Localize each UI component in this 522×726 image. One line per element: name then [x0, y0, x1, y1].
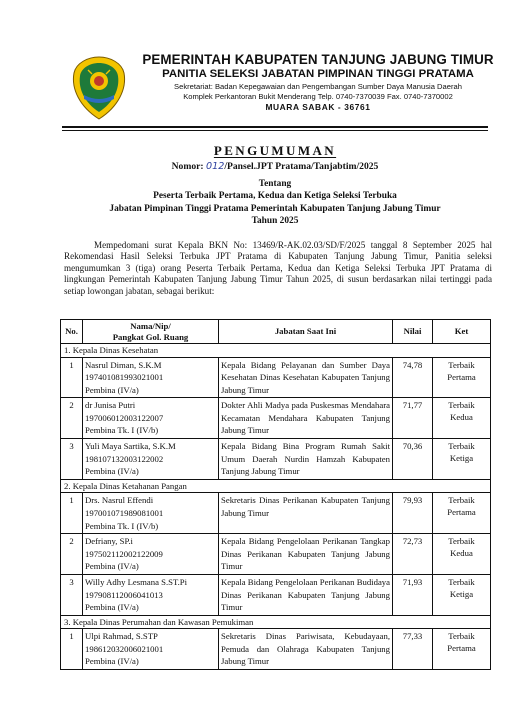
- cell-name: Willy Adhy Lesmana S.ST.Pi: [85, 576, 188, 587]
- cell-ket: [433, 357, 491, 398]
- subject-line-3: Tahun 2025: [251, 215, 299, 226]
- table-row: [61, 439, 491, 480]
- subject-line-1: Peserta Terbaik Pertama, Kedua dan Ketiga Seleksi Terbuka: [153, 191, 397, 202]
- subject-line-2: Jabatan Pimpinan Tinggi Pratama Pemerintah Kabupaten Tanjung Jabung Timur: [109, 203, 441, 214]
- cell-jabatan: Kepala Bidang Bina Program Rumah Sakit Umum Daerah Nurdin Hamzah Kabupaten Tanjung Jabung Timur: [219, 439, 393, 480]
- ket-line-1: Terbaik: [448, 576, 475, 587]
- header-ket: Ket: [433, 320, 491, 344]
- ket-line-1: Terbaik: [448, 631, 475, 642]
- ket-line-2: Pertama: [447, 507, 476, 518]
- cell-nama: [83, 534, 219, 575]
- cell-jabatan: Kepala Bidang Pengelolaan Perikanan Tangkap Dinas Perikanan Kabupaten Tanjung Jabung Timur: [219, 534, 393, 575]
- cell-nama: [83, 357, 219, 398]
- letterhead-committee: PANITIA SELEKSI JABATAN PIMPINAN TINGGI PRATAMA: [162, 68, 474, 80]
- section-title: 1. Kepala Dinas Kesehatan: [61, 344, 491, 358]
- table-row: [61, 534, 491, 575]
- cell-name: Drs. Nasrul Effendi: [85, 495, 154, 506]
- cell-nama: [83, 439, 219, 480]
- cell-nilai: 70,36: [393, 439, 433, 480]
- announcement-title: PENGUMUMAN: [213, 143, 337, 158]
- letterhead-rule-thick: [62, 126, 488, 128]
- ket-line-2: Pertama: [447, 643, 476, 654]
- letterhead-address: Komplek Perkantoran Bukit Menderang Telp. 0740-7370039 Fax. 0740-7370002: [183, 92, 453, 101]
- cell-no: 1: [61, 357, 83, 398]
- cell-ket: [433, 574, 491, 615]
- cell-nilai: 79,93: [393, 493, 433, 534]
- cell-no: 2: [61, 398, 83, 439]
- cell-nama: [83, 493, 219, 534]
- table-body: [61, 344, 491, 670]
- cell-pangkat: Pembina Tk. I (IV/b): [85, 520, 159, 531]
- cell-nip: 197502112002122009: [85, 548, 163, 559]
- cell-nama: [83, 574, 219, 615]
- cell-no: 3: [61, 439, 83, 480]
- ket-line-1: Terbaik: [448, 536, 475, 547]
- cell-nilai: 77,33: [393, 629, 433, 670]
- cell-ket: [433, 398, 491, 439]
- section-title: 3. Kepala Dinas Perumahan dan Kawasan Pemukiman: [61, 615, 491, 629]
- cell-nama: [83, 398, 219, 439]
- cell-nama: [83, 629, 219, 670]
- cell-name: Nasrul Diman, S.K.M: [85, 359, 162, 370]
- ket-line-1: Terbaik: [448, 495, 475, 506]
- section-row: [61, 615, 491, 629]
- letterhead-government: PEMERINTAH KABUPATEN TANJUNG JABUNG TIMUR: [142, 52, 494, 67]
- cell-nilai: 71,93: [393, 574, 433, 615]
- ket-line-2: Pertama: [447, 371, 476, 382]
- cell-no: 2: [61, 534, 83, 575]
- section-title: 2. Kepala Dinas Ketahanan Pangan: [61, 479, 491, 493]
- header-nama: Nama/Nip/ Pangkat Gol. Ruang: [83, 320, 219, 344]
- section-row: [61, 479, 491, 493]
- results-table: [60, 319, 491, 670]
- cell-nip: 197908112006041013: [85, 589, 163, 600]
- cell-pangkat: Pembina (IV/a): [85, 466, 139, 477]
- ket-line-1: Terbaik: [448, 441, 475, 452]
- handwritten-number: 012: [206, 161, 225, 172]
- cell-pangkat: Pembina (IV/a): [85, 384, 139, 395]
- table-row: [61, 493, 491, 534]
- cell-pangkat: Pembina (IV/a): [85, 561, 139, 572]
- cell-no: 1: [61, 493, 83, 534]
- cell-nilai: 71,77: [393, 398, 433, 439]
- ket-line-2: Ketiga: [449, 588, 474, 599]
- cell-nip: 197401081993021001: [85, 372, 164, 383]
- cell-pangkat: Pembina (IV/a): [85, 656, 139, 667]
- cell-ket: [433, 493, 491, 534]
- cell-no: 1: [61, 629, 83, 670]
- cell-name: dr Junisa Putri: [85, 400, 136, 411]
- cell-nilai: 72,73: [393, 534, 433, 575]
- cell-jabatan: Sekretaris Dinas Perikanan Kabupaten Tanjung Jabung Timur: [219, 493, 393, 534]
- cell-pangkat: Pembina Tk. I (IV/b): [85, 425, 159, 436]
- cell-nip: 197001071989081001: [85, 507, 164, 518]
- cell-nip: 197006012003122007: [85, 412, 164, 423]
- table-row: [61, 398, 491, 439]
- ket-line-1: Terbaik: [448, 359, 475, 370]
- cell-ket: [433, 439, 491, 480]
- letterhead: [132, 52, 504, 113]
- cell-jabatan: Dokter Ahli Madya pada Puskesmas Mendahara Kecamatan Mendahara Kabupaten Tanjung Jabung Timur: [219, 398, 393, 439]
- table-row: [61, 574, 491, 615]
- cell-jabatan: Sekretaris Dinas Pariwisata, Kebudayaan, Pemuda dan Olahraga Kabupaten Tanjung Jabung Timur: [219, 629, 393, 670]
- section-row: [61, 344, 491, 358]
- letterhead-secretariat: Sekretariat: Badan Kepegawaian dan Pengembangan Sumber Daya Manusia Daerah: [174, 82, 462, 91]
- regency-emblem-icon: [70, 55, 128, 121]
- cell-pangkat: Pembina (IV/a): [85, 602, 139, 613]
- cell-name: Ulpi Rahmad, S.STP: [85, 631, 158, 642]
- ket-line-1: Terbaik: [448, 400, 475, 411]
- cell-ket: [433, 629, 491, 670]
- cell-nip: 198107132003122002: [85, 453, 164, 464]
- ket-line-2: Ketiga: [449, 453, 474, 464]
- table-header-row: [61, 320, 491, 344]
- subject-block: [62, 178, 488, 227]
- cell-jabatan: Kepala Bidang Pengelolaan Perikanan Budidaya Dinas Perikanan Kabupaten Tanjung Jabung Timur: [219, 574, 393, 615]
- cell-name: Defriany, SP.i: [85, 536, 133, 547]
- document-number: Nomor: 012/Pansel.JPT Pratama/Tanjabtim/2025: [171, 161, 379, 172]
- header-jabatan: Jabatan Saat Ini: [219, 320, 393, 344]
- table-row: [61, 357, 491, 398]
- header-no: No.: [61, 320, 83, 344]
- subject-label: Tentang: [258, 179, 292, 189]
- header-nilai: Nilai: [393, 320, 433, 344]
- table-row: [61, 629, 491, 670]
- cell-name: Yuli Maya Sartika, S.K.M: [85, 441, 176, 452]
- cell-jabatan: Kepala Bidang Pelayanan dan Sumber Daya Kesehatan Dinas Kesehatan Kabupaten Tanjung Jabung Timur: [219, 357, 393, 398]
- cell-nilai: 74,78: [393, 357, 433, 398]
- letterhead-rule-thin: [62, 130, 488, 131]
- ket-line-2: Kedua: [450, 548, 473, 559]
- cell-no: 3: [61, 574, 83, 615]
- body-paragraph: Mempedomani surat Kepala BKN No: 13469/R-AK.02.03/SD/F/2025 tanggal 8 September 2025 hal Rekomendasi Hasil Seleksi Terbuka JPT Pratama di Kabupaten Tanjung Jabung Timur, Panitia seleksi mengumumkan 3 (tiga) orang Peserta Terbaik Pertama, Kedua dan Ketiga Seleksi Terbuka JPT Pratama di lingkungan Pemerintah Kabupaten Tanjung Jabung Timur Tahun 2025, di susun berdasarkan nilai tertinggi pada setiap lowongan jabatan, sebagai berikut:: [64, 240, 492, 296]
- letterhead-city: MUARA SABAK - 36761: [265, 102, 371, 112]
- cell-ket: [433, 534, 491, 575]
- ket-line-2: Kedua: [450, 412, 473, 423]
- cell-nip: 198612032006021001: [85, 643, 164, 654]
